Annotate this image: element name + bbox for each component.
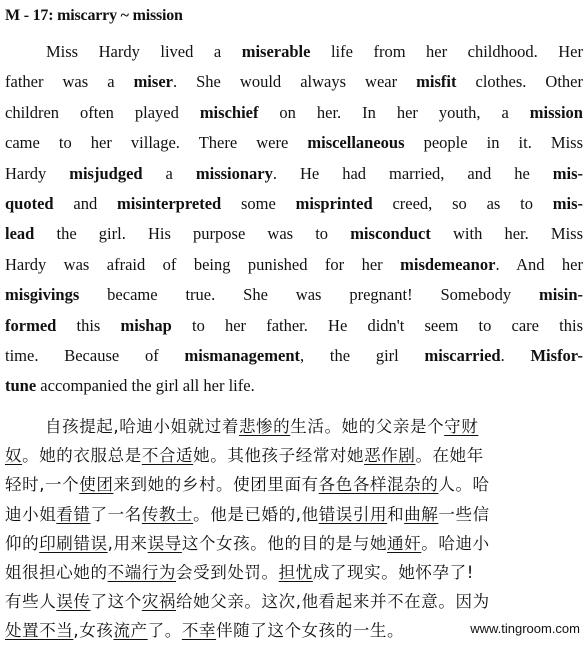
text-run: the girl. His purpose was to (34, 224, 351, 244)
english-line (5, 159, 583, 189)
translated-term: 错误引用 (318, 504, 388, 524)
text-run: Hardy was afraid of being punished for her (5, 254, 401, 274)
text-run: 一些信 (438, 504, 490, 524)
vocab-term: misfit (416, 72, 457, 92)
translated-term: 曲解 (404, 504, 439, 524)
text-run: ,用来 (107, 533, 148, 553)
text-run: people in it. Miss (404, 133, 583, 153)
text-run: a (142, 163, 196, 183)
text-run: 。在她年 (415, 446, 484, 466)
vocab-term: missionary (195, 163, 273, 183)
site-watermark: www.tingroom.com (470, 621, 580, 636)
text-run: 。她的衣服总是 (22, 446, 142, 466)
text-run: on her. In her youth, a (258, 102, 530, 122)
english-line (5, 219, 583, 249)
chinese-line (5, 441, 580, 470)
text-run: 人。哈 (438, 475, 490, 495)
section-heading: M - 17: miscarry ~ mission (5, 7, 183, 24)
chinese-line (5, 500, 580, 529)
text-run: 有些人 (5, 592, 57, 612)
translated-term: 恶作剧 (364, 446, 416, 466)
text-run: ,女孩 (73, 621, 114, 641)
translated-term: 使团 (79, 475, 114, 495)
translated-term: 误传 (56, 592, 91, 612)
text-run: 她。其他孩子经常对她 (193, 446, 365, 466)
vocab-term: mis- (552, 194, 583, 213)
text-run: 轻时,一个 (5, 475, 80, 495)
vocab-term: misdemeanor (400, 254, 496, 274)
translated-term: 不端行为 (107, 563, 177, 582)
text-run: accompanied the girl all her life. (36, 376, 255, 396)
chinese-line (5, 470, 580, 499)
vocab-term: quoted (5, 194, 54, 213)
english-line (5, 98, 583, 128)
english-line (5, 311, 583, 341)
translated-term: 奴 (5, 446, 23, 466)
english-line (5, 280, 583, 310)
text-run: life from her childhood. Her (310, 42, 583, 61)
text-run: 了这个 (90, 592, 142, 612)
text-run: Miss Hardy lived a (46, 42, 242, 61)
vocab-term: misgivings (5, 285, 80, 305)
text-run: 了。 (147, 621, 182, 641)
english-line (5, 250, 583, 280)
text-run: 伴随了这个女孩的一生。 (216, 621, 405, 641)
text-run: time. Because of (5, 346, 185, 365)
text-run: 了一名 (90, 504, 142, 524)
english-line (5, 371, 583, 401)
text-run: creed, so as to (372, 194, 553, 213)
text-run: became true. She was pregnant! Somebody (79, 285, 539, 305)
chinese-line (5, 558, 580, 587)
translated-term: 印刷错误 (39, 533, 108, 553)
text-run: with her. Miss (430, 224, 583, 244)
vocab-term: mis- (552, 163, 584, 183)
vocab-term: misconduct (350, 224, 431, 244)
text-run: Hardy (5, 163, 70, 183)
text-run: . He had married, and he (272, 163, 553, 183)
text-run: 来到她的乡村。使团里面有 (113, 475, 319, 495)
text-run: father was a (5, 72, 134, 92)
vocab-term: miscarried (424, 346, 501, 365)
english-line (5, 67, 583, 97)
vocab-term: misprinted (295, 194, 373, 213)
text-run: . She would always wear (172, 72, 417, 92)
translated-term: 悲惨的 (238, 417, 291, 436)
translated-term: 处置不当 (5, 621, 74, 641)
vocab-term: miser (133, 72, 173, 92)
vocab-term: mishap (120, 315, 172, 335)
vocab-term: mission (529, 102, 583, 122)
text-run: children often played (5, 102, 200, 122)
english-line (46, 37, 583, 67)
text-run: 自孩提起,哈迪小姐就过着 (45, 417, 239, 436)
translated-term: 通奸 (387, 533, 422, 553)
text-run: to her father. He didn't seem to care this (171, 315, 583, 335)
text-run: some (221, 194, 296, 213)
text-run: 这个女孩。他的目的是与她 (181, 533, 388, 553)
translated-term: 守财 (444, 417, 479, 436)
translated-term: 不合适 (141, 446, 194, 466)
chinese-line (5, 587, 580, 616)
english-line (5, 341, 583, 371)
translated-term: 灾祸 (141, 592, 177, 612)
vocab-term: lead (5, 224, 35, 244)
translated-term: 流产 (113, 621, 148, 641)
vocab-term: tune (5, 376, 37, 396)
vocab-term: miscellaneous (307, 133, 405, 153)
vocab-term: formed (5, 315, 57, 335)
text-run: , the girl (299, 346, 425, 365)
text-run: came to her village. There were (5, 133, 308, 153)
text-run: 成了现实。她怀孕了! (312, 563, 474, 582)
vocab-term: Misfor- (530, 346, 584, 365)
text-run: . And her (495, 254, 583, 274)
text-run: 。哈迪小 (421, 533, 490, 553)
translated-term: 不幸 (181, 621, 217, 641)
text-run: clothes. Other (456, 72, 583, 92)
vocab-term: misinterpreted (117, 194, 222, 213)
vocab-term: mischief (199, 102, 259, 122)
translated-term: 传教士 (141, 504, 194, 524)
text-run: 。他是已婚的,他 (193, 504, 319, 524)
vocab-term: misjudged (69, 163, 143, 183)
text-run: 和 (387, 504, 405, 524)
text-run: . (500, 346, 531, 365)
translated-term: 担忧 (278, 563, 313, 582)
translated-term: 各色各样混杂的 (318, 475, 439, 495)
chinese-line (5, 529, 580, 558)
vocab-term: mismanagement (184, 346, 300, 365)
text-run: 会受到处罚。 (176, 563, 279, 582)
text-run: 姐很担心她的 (5, 563, 108, 582)
text-run: 迪小姐 (5, 504, 57, 524)
text-run: 给她父亲。这次,他看起来并不在意。因为 (176, 592, 490, 612)
english-line (5, 128, 583, 158)
chinese-line (45, 412, 580, 441)
vocab-term: misin- (538, 285, 583, 305)
text-run: 生活。她的父亲是个 (290, 417, 445, 436)
vocab-term: miserable (241, 42, 311, 61)
text-run: and (53, 194, 118, 213)
text-run: this (56, 315, 121, 335)
text-run: 仰的 (5, 533, 40, 553)
english-line (5, 189, 583, 219)
translated-term: 看错 (56, 504, 91, 524)
translated-term: 误导 (147, 533, 182, 553)
